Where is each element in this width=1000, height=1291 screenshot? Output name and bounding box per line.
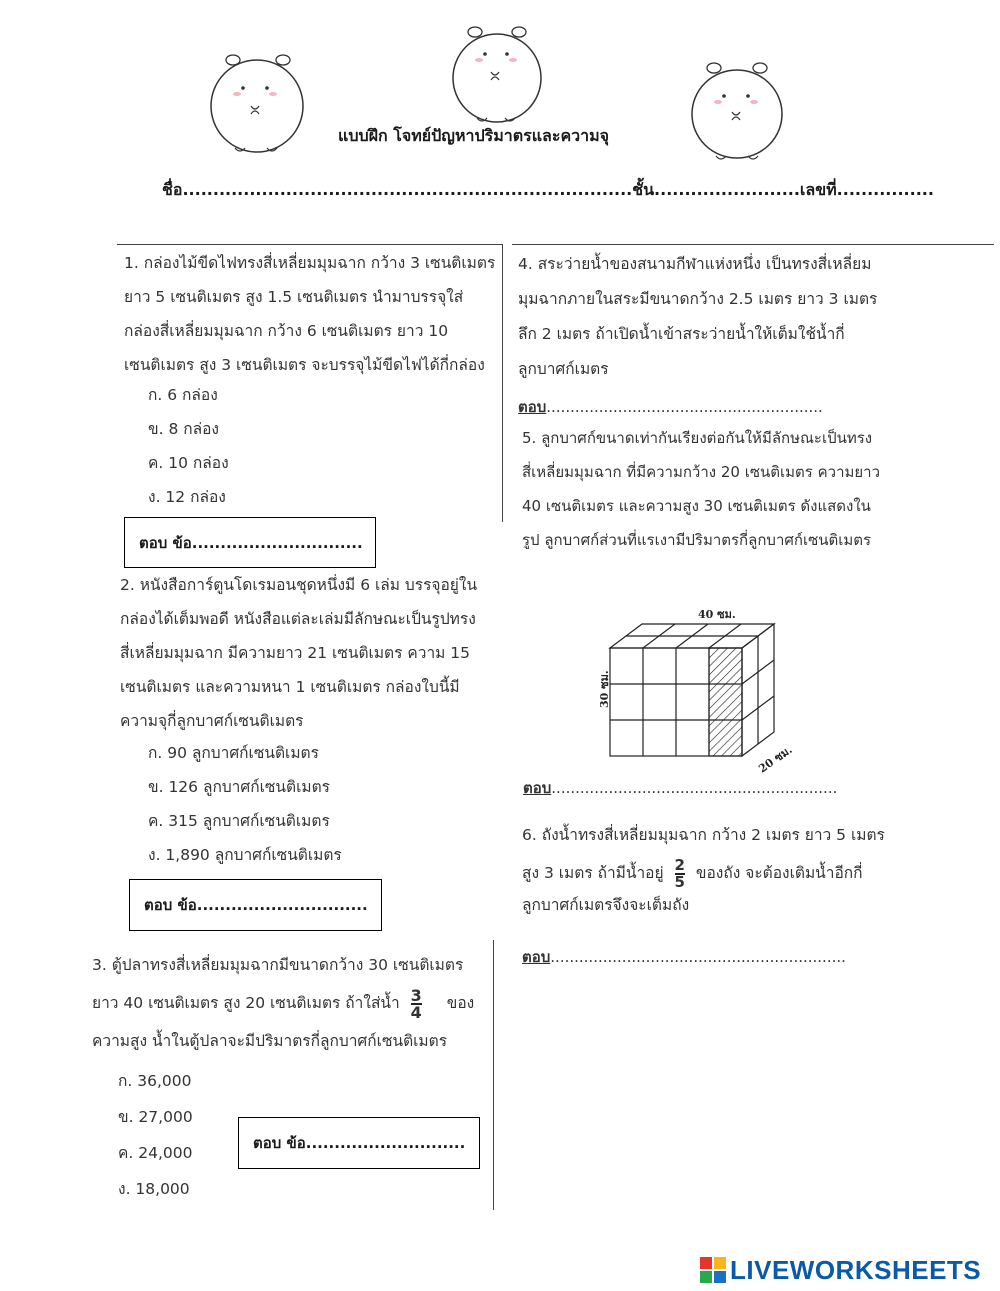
- q2-answer-box[interactable]: ตอบ ข้อ..............................: [129, 879, 382, 931]
- q5-answer-label: ตอบ: [523, 779, 552, 797]
- question-5: [522, 421, 880, 557]
- question-3: [92, 946, 474, 1060]
- q2-options: [148, 736, 342, 872]
- q2-option-c[interactable]: ค. 315 ลูกบาศก์เซนติเมตร: [148, 812, 330, 830]
- q6-line-2: [522, 854, 885, 892]
- column-divider-lower: [493, 940, 494, 1210]
- q1-line: กล่องสี่เหลี่ยมมุมฉาก กว้าง 6 เซนติเมตร ยาว 10: [124, 322, 449, 340]
- q1-option-c[interactable]: ค. 10 กล่อง: [148, 454, 229, 472]
- q1-line: 1. กล่องไม้ขีดไฟทรงสี่เหลี่ยมมุมฉาก กว้าง 3 เซนติเมตร: [124, 254, 496, 272]
- q1-answer-box[interactable]: ตอบ ข้อ..............................: [124, 517, 376, 568]
- q1-option-d[interactable]: ง. 12 กล่อง: [148, 488, 226, 506]
- q4-line: 4. สระว่ายน้ำของสนามกีฬาแห่งหนึ่ง เป็นทรงสี่เหลี่ยม: [518, 255, 872, 273]
- q4-answer-label: ตอบ: [518, 398, 547, 416]
- question-1: [124, 246, 495, 382]
- q6-line-2b: ของถัง จะต้องเติมน้ำอีกกี่: [695, 864, 863, 882]
- q3-line-2a: ยาว 40 เซนติเมตร สูง 20 เซนติเมตร ถ้าใส่น้ำ: [92, 994, 400, 1012]
- q1-option-b[interactable]: ข. 8 กล่อง: [148, 420, 219, 438]
- q3-line-3: ความสูง น้ำในตู้ปลาจะมีปริมาตรกี่ลูกบาศก์เซนติเมตร: [92, 1032, 448, 1050]
- q3-frac-den: 4: [410, 1002, 422, 1022]
- q1-line: เซนติเมตร สูง 3 เซนติเมตร จะบรรจุไม้ขีดไฟได้กี่กล่อง: [124, 356, 485, 374]
- q5-dim-length: 40 ซม.: [698, 608, 736, 621]
- q3-option-b[interactable]: ข. 27,000: [118, 1108, 193, 1126]
- q3-answer-box[interactable]: ตอบ ข้อ............................: [238, 1117, 480, 1169]
- q4-line: ลูกบาศก์เมตร: [518, 360, 609, 378]
- bear-illustration-center: [447, 22, 547, 126]
- q2-line: ความจุกี่ลูกบาศก์เซนติเมตร: [120, 712, 304, 730]
- question-6: [522, 816, 885, 918]
- q6-answer-label: ตอบ: [522, 948, 551, 966]
- q6-line-2a: สูง 3 เมตร ถ้ามีน้ำอยู่: [522, 864, 664, 882]
- q5-cuboid-figure: [580, 600, 800, 775]
- q5-line: 40 เซนติเมตร และความสูง 30 เซนติเมตร ดังแสดงใน: [522, 497, 871, 515]
- q6-line-1: 6. ถังน้ำทรงสี่เหลี่ยมมุมฉาก กว้าง 2 เมตร ยาว 5 เมตร: [522, 826, 885, 844]
- q6-answer-dots: ..............................................................: [550, 948, 846, 966]
- q1-option-a[interactable]: ก. 6 กล่อง: [148, 386, 218, 404]
- question-4: [518, 247, 877, 387]
- q5-dim-height: 30 ซม.: [598, 670, 611, 708]
- q1-options: [148, 378, 229, 514]
- q3-line-1: 3. ตู้ปลาทรงสี่เหลี่ยมมุมฉากมีขนาดกว้าง 30 เซนติเมตร: [92, 956, 464, 974]
- q2-option-a[interactable]: ก. 90 ลูกบาศก์เซนติเมตร: [148, 744, 319, 762]
- q2-option-b[interactable]: ข. 126 ลูกบาศก์เซนติเมตร: [148, 778, 330, 796]
- q1-line: ยาว 5 เซนติเมตร สูง 1.5 เซนติเมตร นำมาบรรจุใส่: [124, 288, 464, 306]
- q5-line: สี่เหลี่ยมมุมฉาก ที่มีความกว้าง 20 เซนติเมตร ความยาว: [522, 463, 881, 481]
- bear-illustration-left: [205, 48, 310, 156]
- liveworksheets-logo[interactable]: [700, 1255, 981, 1286]
- q3-options: [118, 1063, 193, 1207]
- q5-dim-width: 20 ซม.: [756, 743, 795, 775]
- logo-text: LIVEWORKSHEETS: [730, 1255, 982, 1285]
- q3-option-c[interactable]: ค. 24,000: [118, 1144, 193, 1162]
- q2-line: 2. หนังสือการ์ตูนโดเรมอนชุดหนึ่งมี 6 เล่ม บรรจุอยู่ใน: [120, 576, 478, 594]
- q2-option-d[interactable]: ง. 1,890 ลูกบาศก์เซนติเมตร: [148, 846, 342, 864]
- q2-line: เซนติเมตร และความหนา 1 เซนติเมตร กล่องใบนี้มี: [120, 678, 460, 696]
- q3-line-2: [92, 984, 474, 1022]
- q3-fraction: [410, 985, 422, 1022]
- q5-answer-dots: ............................................................: [551, 779, 838, 797]
- q2-line: กล่องได้เต็มพอดี หนังสือแต่ละเล่มมีลักษณะเป็นรูปทรง: [120, 610, 476, 628]
- q2-line: สี่เหลี่ยมมุมฉาก มีความยาว 21 เซนติเมตร ความ 15: [120, 644, 471, 662]
- q3-option-a[interactable]: ก. 36,000: [118, 1072, 192, 1090]
- q6-answer-line[interactable]: [522, 945, 846, 969]
- q5-line: รูป ลูกบาศก์ส่วนที่แรเงามีปริมาตรกี่ลูกบาศก์เซนติเมตร: [522, 531, 872, 549]
- q5-answer-line[interactable]: [523, 776, 837, 800]
- q3-line-2b: ของ: [446, 994, 475, 1012]
- q4-answer-dots: ..........................................................: [546, 398, 823, 416]
- question-2: [120, 568, 477, 738]
- q4-line: มุมฉากภายในสระมีขนาดกว้าง 2.5 เมตร ยาว 3 เมตร: [518, 290, 878, 308]
- q4-line: ลึก 2 เมตร ถ้าเปิดน้ำเข้าสระว่ายน้ำให้เต็มใช้น้ำกี่: [518, 325, 845, 343]
- q3-frac-num: 3: [410, 985, 422, 1005]
- q6-frac-den: 5: [674, 872, 685, 891]
- q5-line: 5. ลูกบาศก์ขนาดเท่ากันเรียงต่อกันให้มีลักษณะเป็นทรง: [522, 429, 873, 447]
- bear-illustration-right: [686, 58, 788, 162]
- student-info-line: ชื่อ..........................................................................ชั้น........................เลขที่................: [162, 180, 934, 199]
- logo-blocks-icon: [700, 1257, 726, 1285]
- q6-fraction: [674, 855, 685, 891]
- worksheet-title: แบบฝึก โจทย์ปัญหาปริมาตรและความจุ: [338, 126, 610, 145]
- q6-frac-num: 2: [674, 855, 685, 874]
- q4-answer-line[interactable]: [518, 395, 823, 419]
- top-divider-right: [512, 244, 994, 245]
- column-divider-upper: [502, 244, 503, 522]
- q3-option-d[interactable]: ง. 18,000: [118, 1180, 190, 1198]
- top-divider-left: [117, 244, 503, 245]
- q6-line-3: ลูกบาศก์เมตรจึงจะเต็มถัง: [522, 896, 690, 914]
